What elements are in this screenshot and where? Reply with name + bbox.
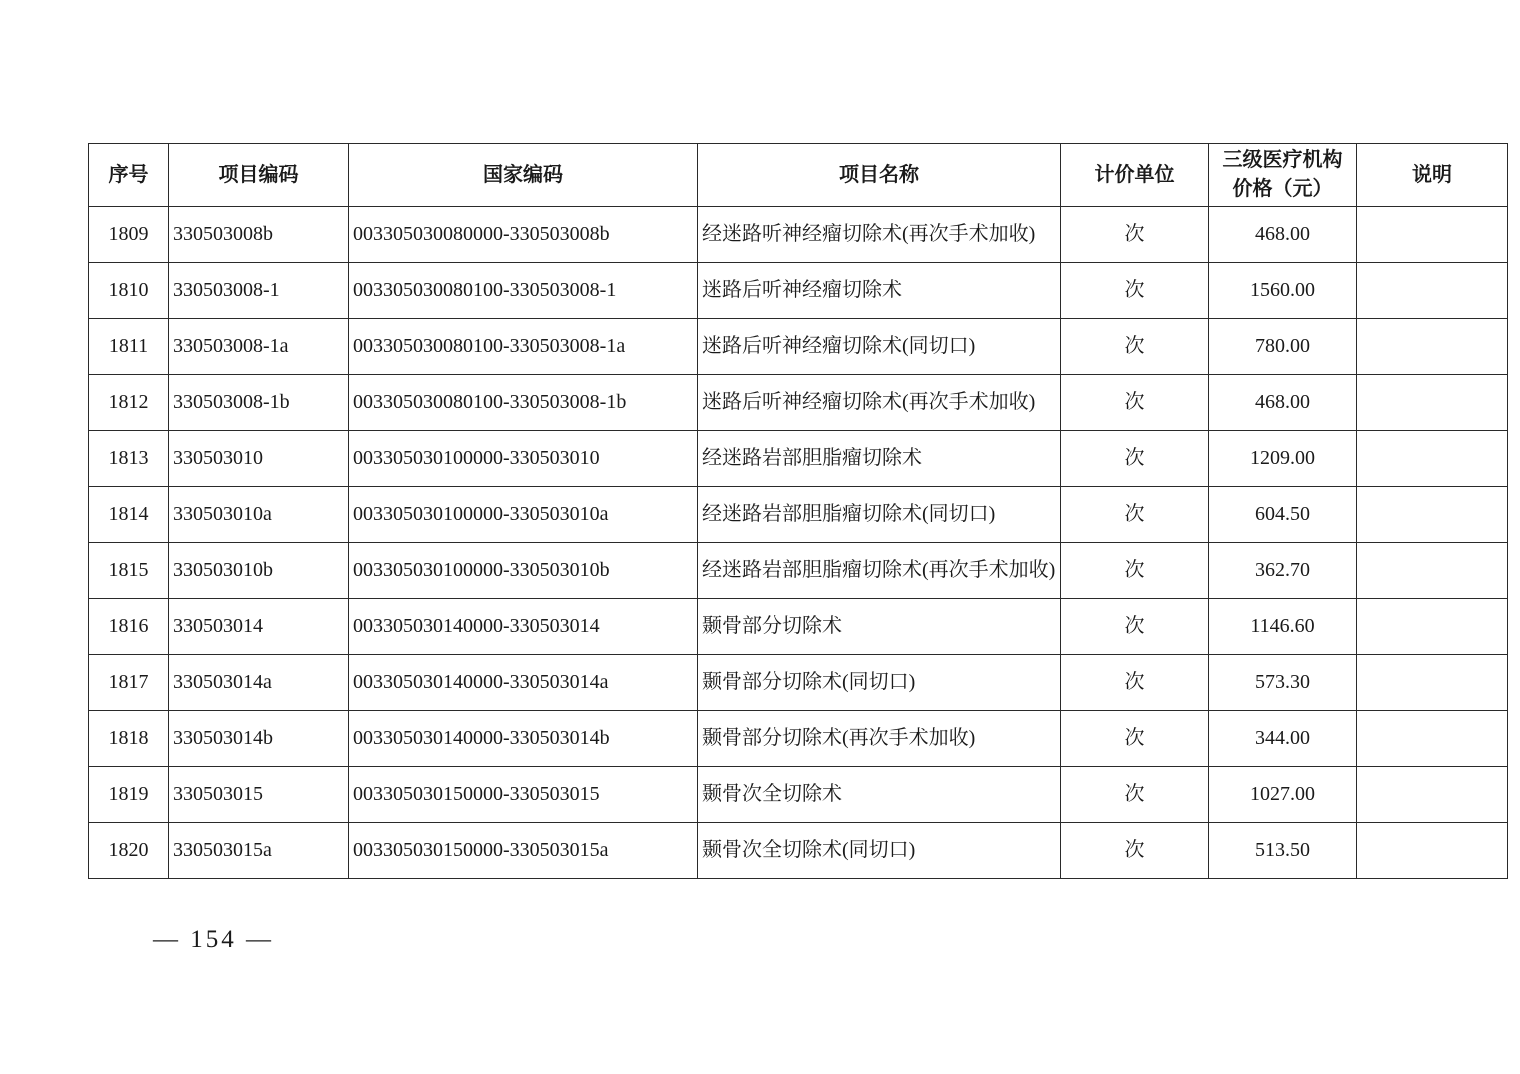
- cell-seq: 1819: [89, 767, 169, 823]
- cell-unit: 次: [1061, 655, 1209, 711]
- cell-national_code: 003305030080000-330503008b: [349, 207, 698, 263]
- cell-name: 颞骨次全切除术: [698, 767, 1061, 823]
- cell-code: 330503014: [169, 599, 349, 655]
- cell-name: 迷路后听神经瘤切除术: [698, 263, 1061, 319]
- cell-name: 迷路后听神经瘤切除术(再次手术加收): [698, 375, 1061, 431]
- column-header-price: 三级医疗机构价格（元）: [1209, 144, 1357, 207]
- cell-seq: 1809: [89, 207, 169, 263]
- cell-price: 513.50: [1209, 823, 1357, 879]
- cell-national_code: 003305030150000-330503015a: [349, 823, 698, 879]
- table-header: [89, 144, 1508, 207]
- table-row: [89, 599, 1508, 655]
- column-header-name: 项目名称: [698, 144, 1061, 207]
- cell-unit: 次: [1061, 319, 1209, 375]
- table-row: [89, 655, 1508, 711]
- table-row: [89, 431, 1508, 487]
- table-row: [89, 767, 1508, 823]
- cell-unit: 次: [1061, 263, 1209, 319]
- cell-code: 330503008b: [169, 207, 349, 263]
- column-header-note: 说明: [1357, 144, 1508, 207]
- cell-unit: 次: [1061, 711, 1209, 767]
- table-row: [89, 207, 1508, 263]
- cell-note: [1357, 319, 1508, 375]
- table-row: [89, 263, 1508, 319]
- cell-name: 颞骨部分切除术(再次手术加收): [698, 711, 1061, 767]
- cell-unit: 次: [1061, 823, 1209, 879]
- cell-name: 颞骨次全切除术(同切口): [698, 823, 1061, 879]
- cell-code: 330503008-1a: [169, 319, 349, 375]
- cell-note: [1357, 823, 1508, 879]
- cell-note: [1357, 375, 1508, 431]
- cell-price: 573.30: [1209, 655, 1357, 711]
- cell-name: 颞骨部分切除术: [698, 599, 1061, 655]
- cell-seq: 1810: [89, 263, 169, 319]
- cell-unit: 次: [1061, 375, 1209, 431]
- cell-code: 330503014b: [169, 711, 349, 767]
- cell-seq: 1814: [89, 487, 169, 543]
- cell-seq: 1818: [89, 711, 169, 767]
- table-row: [89, 823, 1508, 879]
- cell-code: 330503010: [169, 431, 349, 487]
- cell-code: 330503010b: [169, 543, 349, 599]
- cell-note: [1357, 207, 1508, 263]
- cell-note: [1357, 767, 1508, 823]
- cell-price: 1560.00: [1209, 263, 1357, 319]
- column-header-unit: 计价单位: [1061, 144, 1209, 207]
- cell-note: [1357, 263, 1508, 319]
- cell-name: 迷路后听神经瘤切除术(同切口): [698, 319, 1061, 375]
- column-header-seq: 序号: [89, 144, 169, 207]
- cell-name: 颞骨部分切除术(同切口): [698, 655, 1061, 711]
- cell-seq: 1815: [89, 543, 169, 599]
- cell-unit: 次: [1061, 599, 1209, 655]
- cell-seq: 1811: [89, 319, 169, 375]
- cell-seq: 1816: [89, 599, 169, 655]
- price-table: [88, 143, 1508, 879]
- cell-national_code: 003305030100000-330503010a: [349, 487, 698, 543]
- cell-unit: 次: [1061, 543, 1209, 599]
- cell-unit: 次: [1061, 487, 1209, 543]
- cell-unit: 次: [1061, 431, 1209, 487]
- cell-price: 362.70: [1209, 543, 1357, 599]
- cell-name: 经迷路岩部胆脂瘤切除术(同切口): [698, 487, 1061, 543]
- cell-note: [1357, 711, 1508, 767]
- cell-price: 1209.00: [1209, 431, 1357, 487]
- cell-national_code: 003305030140000-330503014b: [349, 711, 698, 767]
- cell-national_code: 003305030140000-330503014a: [349, 655, 698, 711]
- cell-note: [1357, 543, 1508, 599]
- cell-price: 780.00: [1209, 319, 1357, 375]
- table-row: [89, 375, 1508, 431]
- column-header-national_code: 国家编码: [349, 144, 698, 207]
- table-row: [89, 319, 1508, 375]
- cell-national_code: 003305030140000-330503014: [349, 599, 698, 655]
- cell-code: 330503014a: [169, 655, 349, 711]
- table-row: [89, 543, 1508, 599]
- cell-seq: 1817: [89, 655, 169, 711]
- cell-national_code: 003305030150000-330503015: [349, 767, 698, 823]
- cell-code: 330503008-1b: [169, 375, 349, 431]
- cell-note: [1357, 599, 1508, 655]
- cell-seq: 1813: [89, 431, 169, 487]
- cell-code: 330503010a: [169, 487, 349, 543]
- table-body: [89, 207, 1508, 879]
- table-row: [89, 487, 1508, 543]
- cell-price: 344.00: [1209, 711, 1357, 767]
- cell-name: 经迷路听神经瘤切除术(再次手术加收): [698, 207, 1061, 263]
- column-header-code: 项目编码: [169, 144, 349, 207]
- cell-national_code: 003305030100000-330503010b: [349, 543, 698, 599]
- cell-note: [1357, 655, 1508, 711]
- header-row: [89, 144, 1508, 207]
- cell-unit: 次: [1061, 767, 1209, 823]
- table-row: [89, 711, 1508, 767]
- cell-national_code: 003305030080100-330503008-1a: [349, 319, 698, 375]
- cell-code: 330503008-1: [169, 263, 349, 319]
- cell-code: 330503015: [169, 767, 349, 823]
- cell-name: 经迷路岩部胆脂瘤切除术: [698, 431, 1061, 487]
- cell-code: 330503015a: [169, 823, 349, 879]
- cell-national_code: 003305030100000-330503010: [349, 431, 698, 487]
- cell-note: [1357, 487, 1508, 543]
- cell-note: [1357, 431, 1508, 487]
- cell-national_code: 003305030080100-330503008-1b: [349, 375, 698, 431]
- cell-price: 468.00: [1209, 207, 1357, 263]
- page-number: — 154 —: [153, 926, 274, 953]
- cell-seq: 1812: [89, 375, 169, 431]
- cell-name: 经迷路岩部胆脂瘤切除术(再次手术加收): [698, 543, 1061, 599]
- cell-price: 604.50: [1209, 487, 1357, 543]
- cell-unit: 次: [1061, 207, 1209, 263]
- cell-seq: 1820: [89, 823, 169, 879]
- cell-price: 1146.60: [1209, 599, 1357, 655]
- cell-price: 1027.00: [1209, 767, 1357, 823]
- cell-price: 468.00: [1209, 375, 1357, 431]
- cell-national_code: 003305030080100-330503008-1: [349, 263, 698, 319]
